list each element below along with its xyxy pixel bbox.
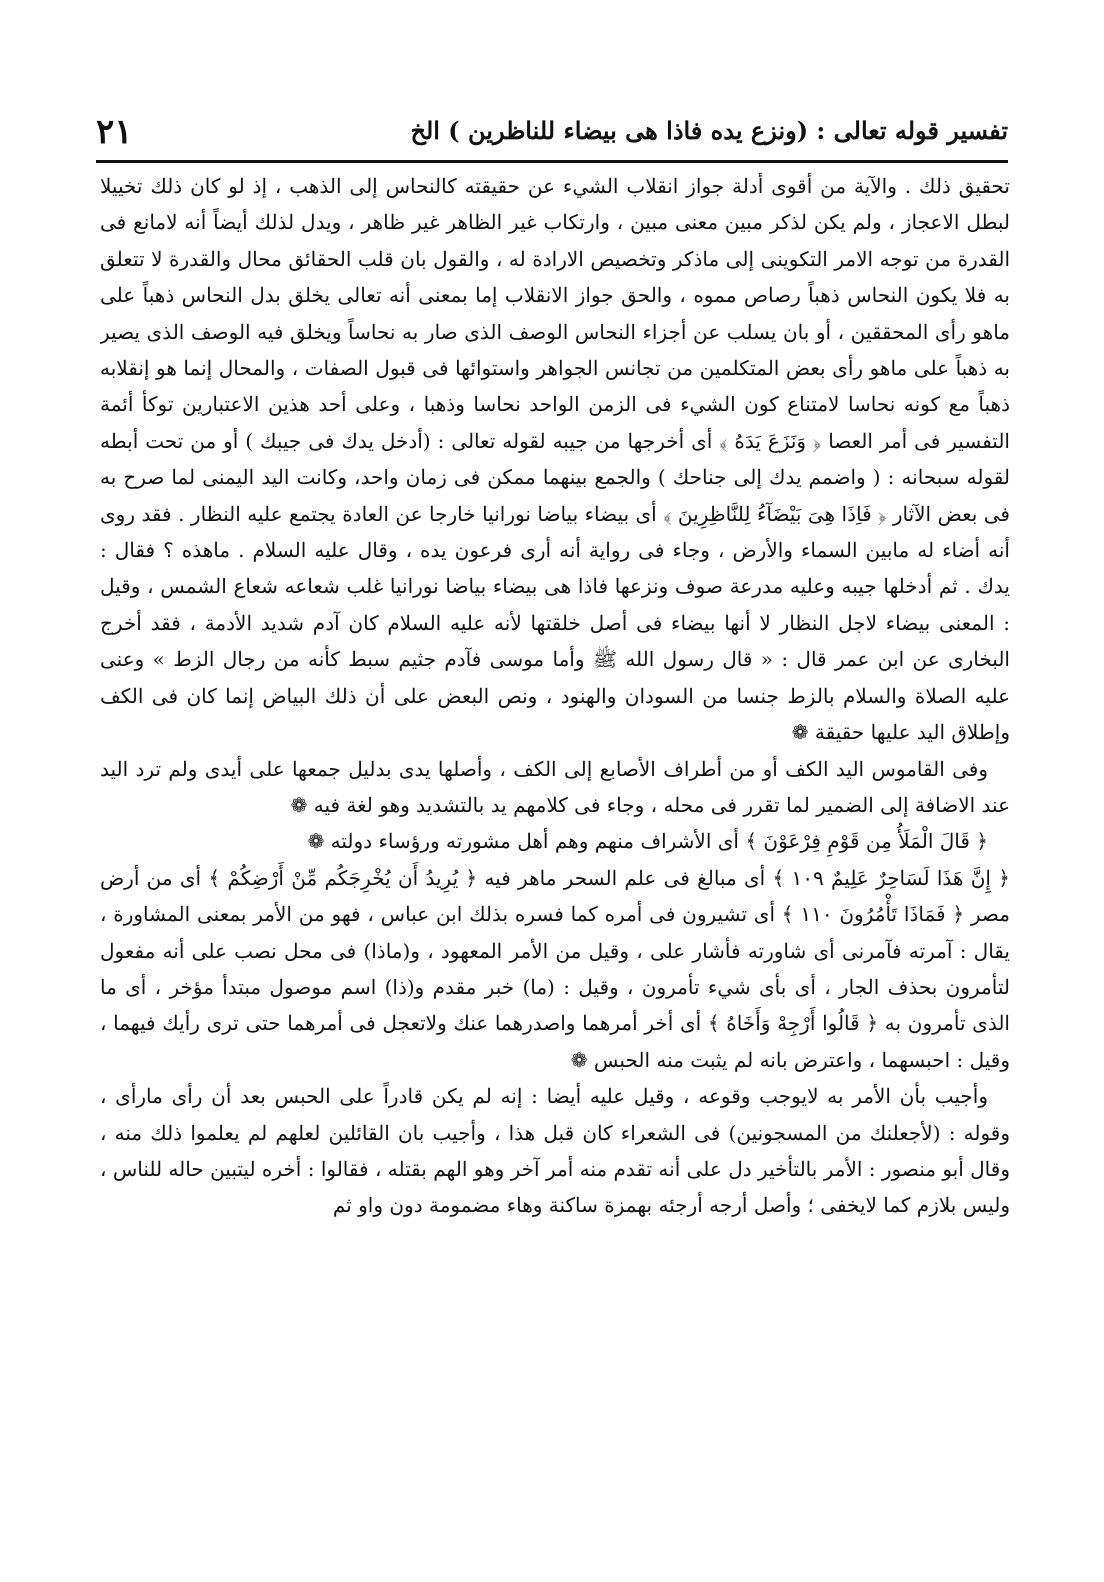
paragraph: تحقيق ذلك . والآية من أقوى أدلة جواز انقلاب الشيء عن حقيقته كالنحاس إلى الذهب ، إذ لو كان ذلك تخييلا لبطل الاعجاز ، ولم يكن لذكر مبين معنى مبين ، وارتكاب غير الظاهر غير ظاهر ، ويدل لذلك أيضاً أنه لامانع فى القدرة من توجه الامر التكوينى إلى ماذكر وتخصيص الارادة له ، والقول بان قلب الحقائق محال والقدرة لا تتعلق به فلا يكون النحاس ذهباً رصاص مموه ، والحق جواز الانقلاب إما بمعنى أنه تعالى يخلق بدل النحاس ذهباً على ماهو رأى المحققين ، أو بان يسلب عن أجزاء النحاس الوصف الذى صار به نحاساً ويخلق فيه الوصف الذى يصير به ذهباً على ماهو رأى بعض المتكلمين من تجانس الجواهر واستوائها فى قبول الصفات ، والمحال إنما هو إنقلابه ذهباً مع كونه نحاسا لامتناع كون الشيء فى الزمن الواحد نحاسا وذهبا ، وعلى أحد هذين الاعتبارين توكأ أئمة التفسير فى أمر العصا ﴿ وَنَزَعَ يَدَهُ ﴾ أى أخرجها من جيبه لقوله تعالى : (أدخل يدك فى جيبك ) أو من تحت أبطه لقوله سبحانه : ( واضمم يدك إلى جناحك ) والجمع بينهما ممكن فى زمان واحد، وكانت اليد اليمنى لما صرح به فى بعض الآثار ﴿ فَاِذَا هِىَ بَيْضَآءُ لِلنَّاظِرِينَ ﴾ أى بيضاء بياضا نورانيا خارجا عن العادة يجتمع عليه النظار . فقد روى أنه أضاء له مابين السماء والأرض ، وجاء فى رواية أنه أرى فرعون يده ، وقال عليه السلام . ماهذه ؟ فقال : يدك . ثم أدخلها جيبه وعليه مدرعة صوف ونزعها فاذا هى بيضاء بياضا نورانيا غلب شعاعه شعاع الشمس ، وقيل : المعنى بيضاء لاجل النظار لا أنها بيضاء فى أصل خلقتها لأنه عليه السلام كان آدم شديد الأدمة ، فقد أخرج البخارى عن ابن عمر قال : « قال رسول الله ﷺ وأما موسى فآدم جثيم سبط كأنه من رجال الزط » وعنى عليه الصلاة والسلام بالزط جنسا من السودان والهنود ، ونص البعض على أن ذلك البياض إنما كان فى الكف وإطلاق اليد عليها حقيقة ❁ xyxy=(100,174,1010,745)
page-body xyxy=(100,168,1010,1558)
page-number: ٢١ xyxy=(96,112,133,152)
paragraph: وفى القاموس اليد الكف أو من أطراف الأصابع إلى الكف ، وأصلها يدى بدليل جمعها على أيدى ولم ترد اليد عند الاضافة إلى الضمير لما تقرر فى محله ، وجاء فى كلامهم يد بالتشديد وهو لغة فيه ❁ xyxy=(100,756,1010,817)
paragraph: ﴿ إِنَّ هَذَا لَسَاحِرٌ عَلِيمٌ ١٠٩ ﴾ أى مبالغ فى علم السحر ماهر فيه ﴿ يُرِيدُ أَن يُخْرِجَكُم مِّنْ أَرْضِكُمْ ﴾ أى من أرض مصر ﴿ فَمَاذَا تَأْمُرُونَ ١١٠ ﴾ أى تشيرون فى أمره كما فسره بذلك ابن عباس ، فهو من الأمر بمعنى المشاورة ، يقال : آمرته فآمرنى أى شاورته فأشار على ، وقيل من الأمر المعهود ، و(ماذا) فى محل نصب على أنه مفعول لتأمرون بحذف الجار ، أى بأى شيء تأمرون ، وقيل : (ما) خبر مقدم و(ذا) اسم موصول مبتدأ مؤخر ، أى ما الذى تأمرون به ﴿ قَالُوا أَرْجِهْ وَأَخَاهُ ﴾ أى أخر أمرهما واصدرهما عنك ولاتعجل فى أمرهما حتى ترى رأيك فيهما ، وقيل : احبسهما ، واعترض بانه لم يثبت منه الحبس ❁ xyxy=(100,865,1010,1072)
running-header xyxy=(96,112,1008,156)
paragraph: ﴿ قَالَ الْمَلَأُ مِن قَوْمِ فِرْعَوْنَ ﴾ أى الأشراف منهم وهم أهل مشورته ورؤساء دولته ❁ xyxy=(307,829,988,854)
paragraph: وأجيب بأن الأمر به لايوجب وقوعه ، وقيل عليه أيضا : إنه لم يكن قادراً على الحبس بعد أن رأى مارأى ، وقوله : (لأجعلنك من المسجونين) فى الشعراء كان قبل هذا ، وأجيب بان القائلين لعلهم لم يعلموا ذلك منه ، وقال أبو منصور : الأمر بالتأخير دل على أنه تقدم منه أمر آخر وهو الهم بقتله ، فقالوا : أخره ليتبين حاله للناس ، وليس بلازم كما لايخفى ؛ وأصل أرجه أرجئه بهمزة ساكنة وهاء مضمومة دون واو ثم xyxy=(100,1084,1010,1218)
header-title: تفسير قوله تعالى : (ونزع يده فاذا هى بيضاء للناظرين ) الخ xyxy=(410,116,1008,145)
header-divider xyxy=(96,160,1008,163)
